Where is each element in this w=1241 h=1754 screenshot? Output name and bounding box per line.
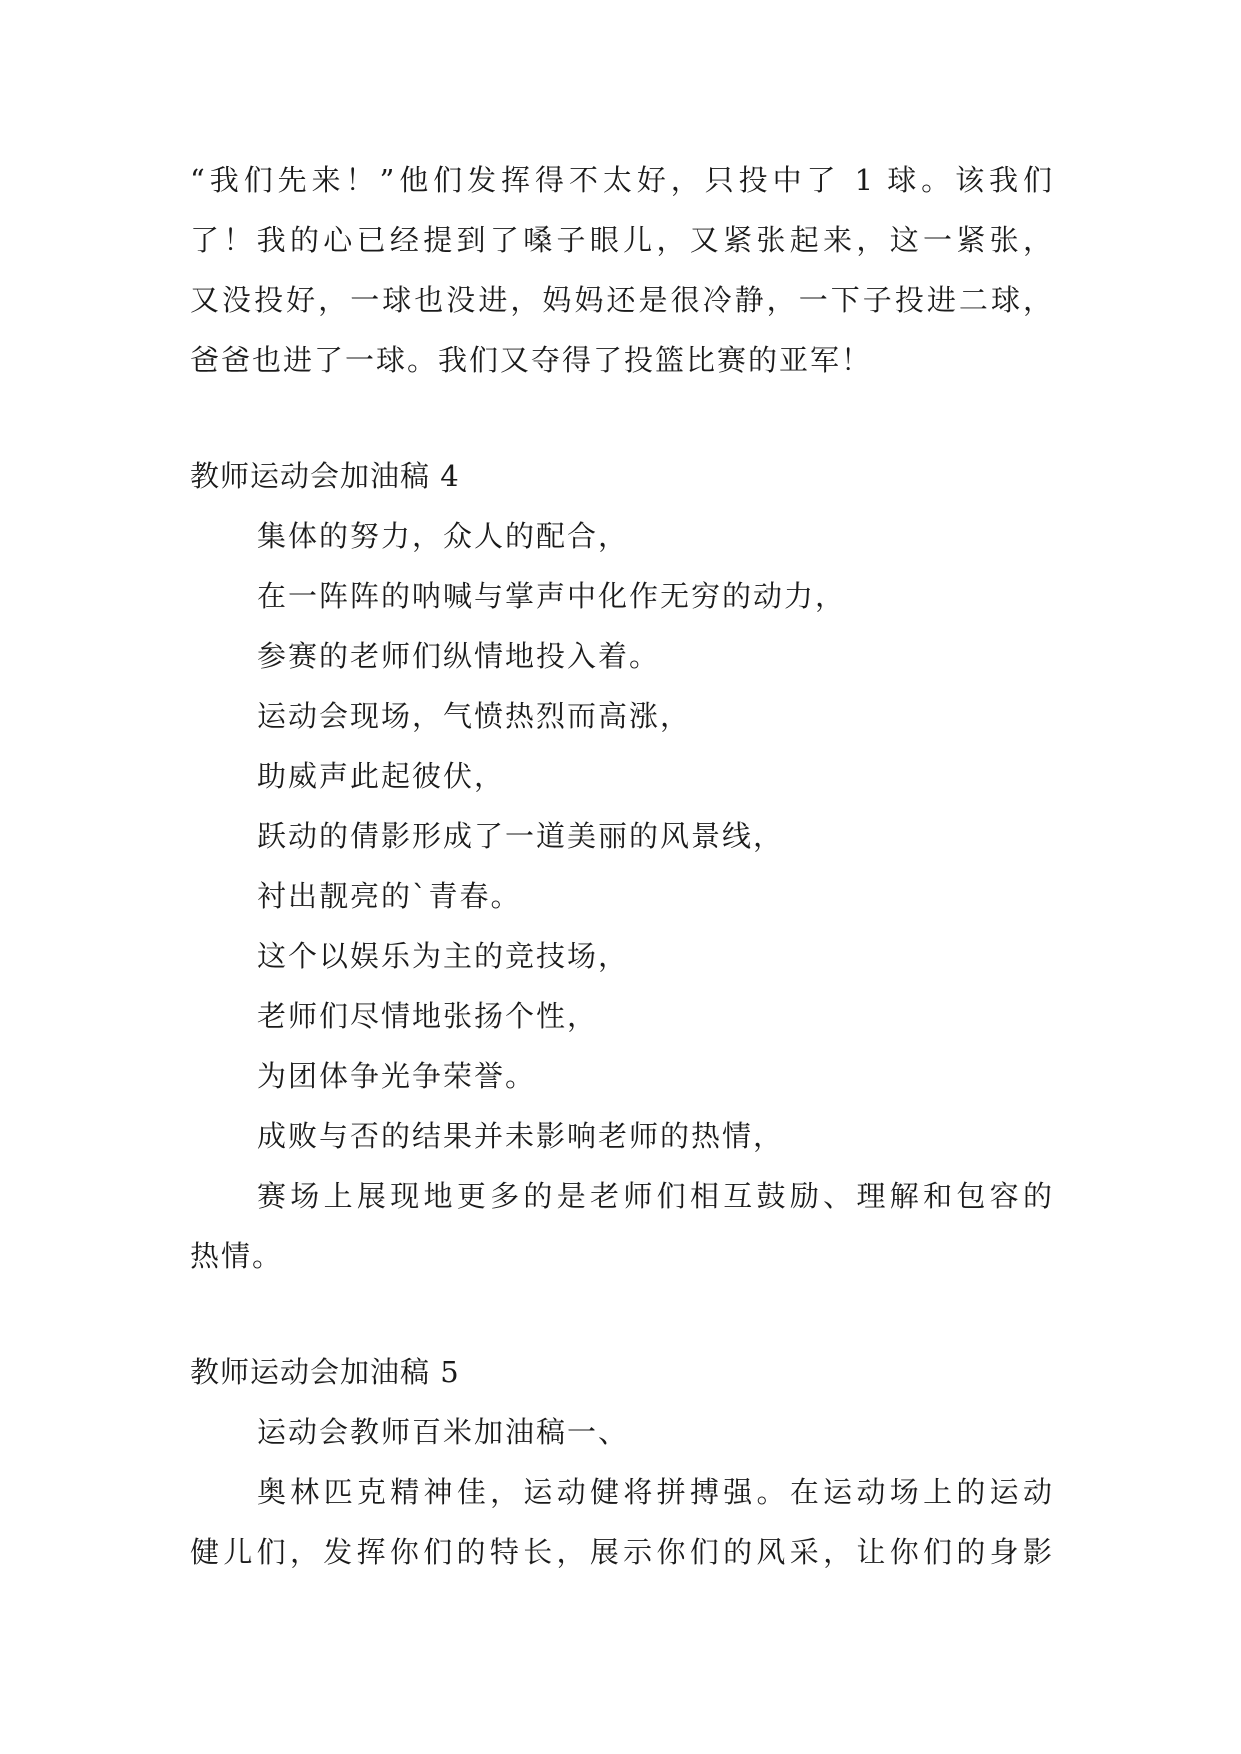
verse-line: 成败与否的结果并未影响老师的热情， bbox=[257, 1119, 785, 1153]
paragraph-line: 运动会教师百米加油稿一、 bbox=[257, 1415, 630, 1449]
verse-line: 老师们尽情地张扬个性， bbox=[257, 999, 599, 1033]
section-heading: 教师运动会加油稿 4 bbox=[190, 459, 460, 493]
verse-line: 在一阵阵的呐喊与掌声中化作无穷的动力， bbox=[257, 579, 847, 613]
verse-line: 运动会现场，气愤热烈而高涨， bbox=[257, 699, 692, 733]
verse-line: 赛场上展现地更多的是老师们相互鼓励、理解和包容的 bbox=[257, 1179, 1052, 1213]
paragraph-line: “我们先来！”他们发挥得不太好，只投中了 1 球。该我们 bbox=[190, 163, 1052, 197]
paragraph-line: 奥林匹克精神佳，运动健将拼搏强。在运动场上的运动 bbox=[257, 1475, 1052, 1509]
verse-line: 为团体争光争荣誉。 bbox=[257, 1059, 537, 1093]
paragraph-line-wrap: 健儿们，发挥你们的特长，展示你们的风采，让你们的身影 bbox=[190, 1535, 1052, 1569]
verse-line-wrap: 热情。 bbox=[190, 1239, 284, 1273]
verse-line: 集体的努力，众人的配合， bbox=[257, 519, 630, 553]
verse-line: 参赛的老师们纵情地投入着。 bbox=[257, 639, 661, 673]
verse-line: 助威声此起彼伏， bbox=[257, 759, 506, 793]
paragraph-line: 又没投好，一球也没进，妈妈还是很冷静，一下子投进二球， bbox=[190, 283, 1052, 317]
paragraph-line: 爸爸也进了一球。我们又夺得了投篮比赛的亚军！ bbox=[190, 343, 873, 377]
verse-line: 这个以娱乐为主的竞技场， bbox=[257, 939, 630, 973]
section-heading: 教师运动会加油稿 5 bbox=[190, 1355, 460, 1389]
verse-line: 跃动的倩影形成了一道美丽的风景线， bbox=[257, 819, 785, 853]
paragraph-line: 了！我的心已经提到了嗓子眼儿，又紧张起来，这一紧张， bbox=[190, 223, 1052, 257]
verse-line: 衬出靓亮的`青春。 bbox=[257, 879, 522, 913]
